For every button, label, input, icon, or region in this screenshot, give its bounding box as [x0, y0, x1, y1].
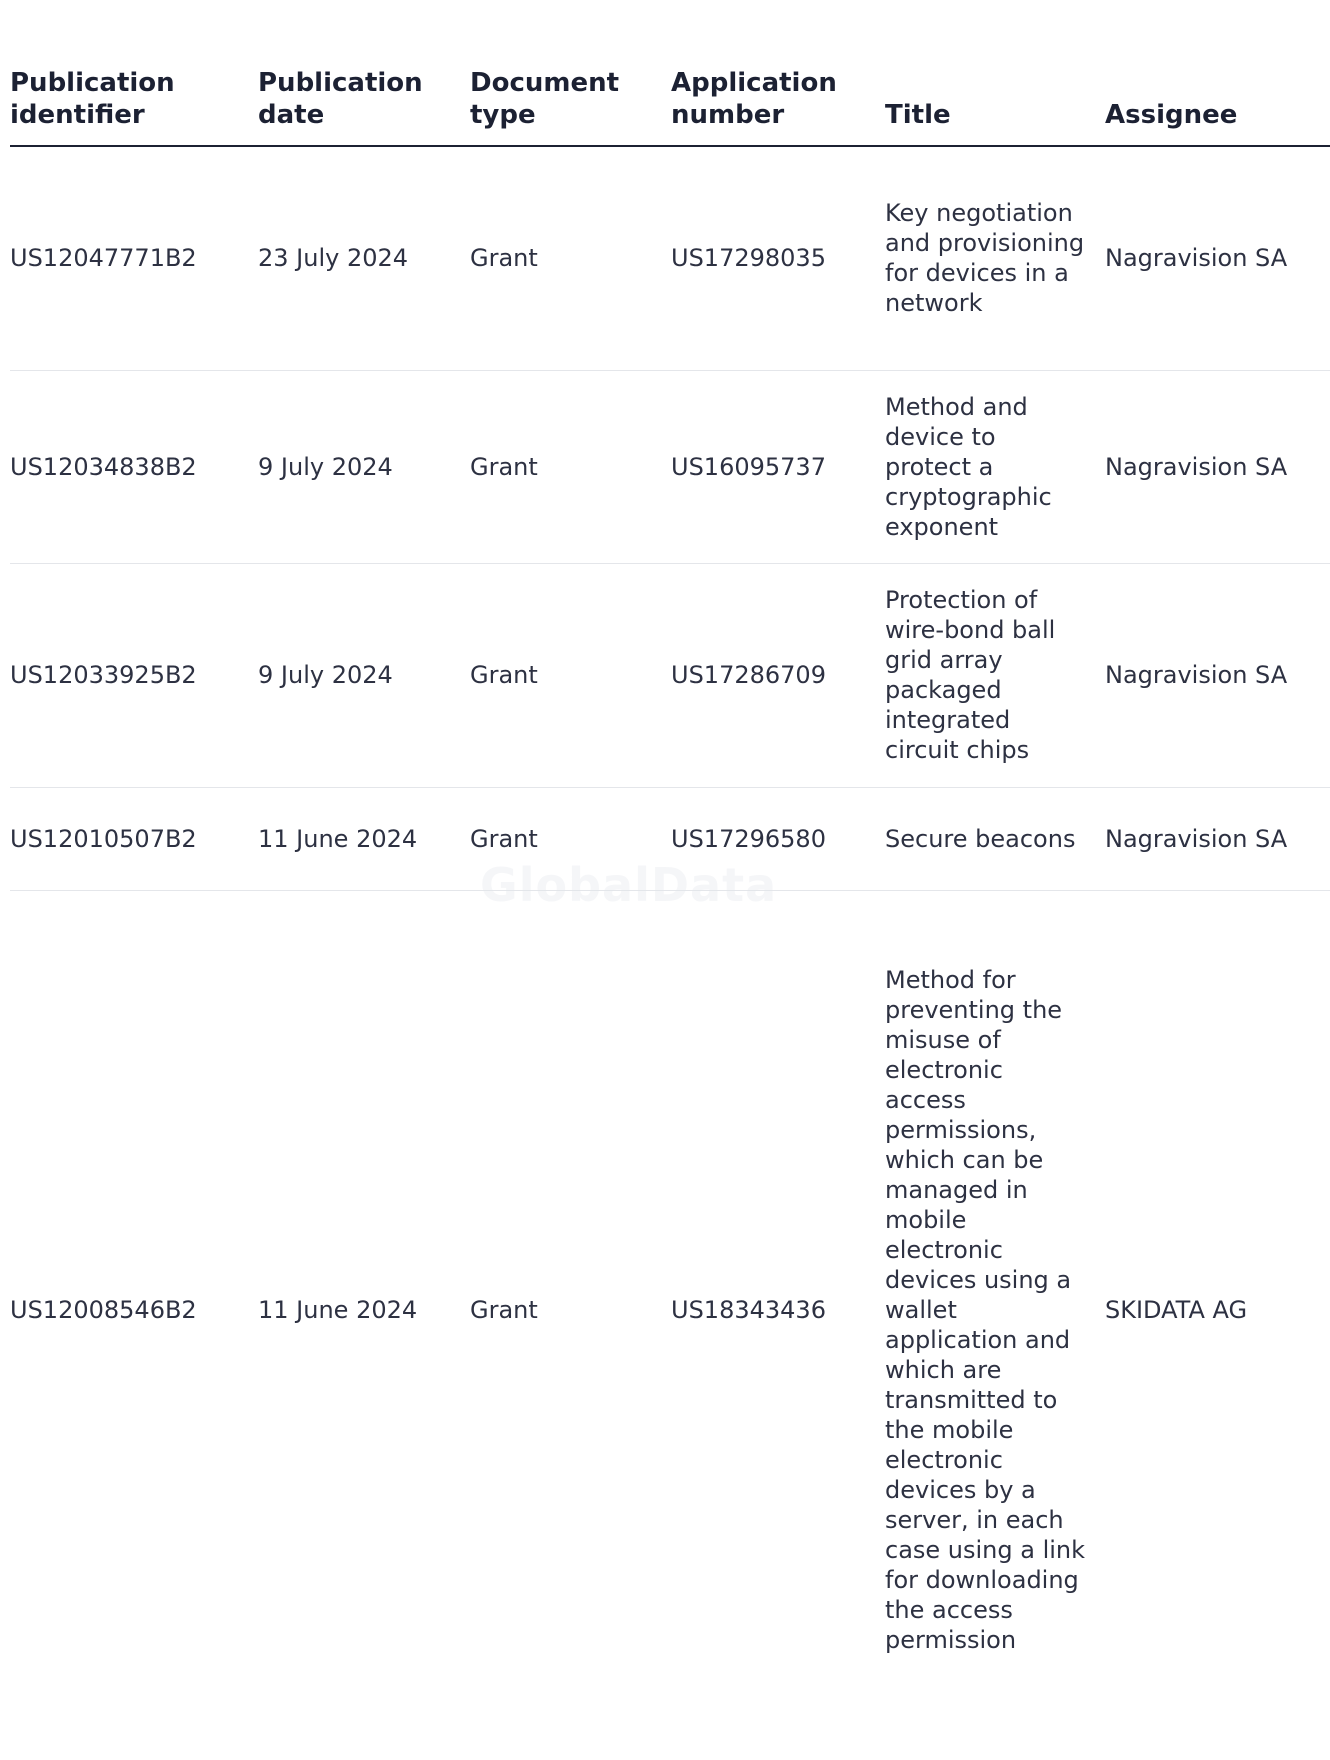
cell-publication-identifier: US12034838B2 — [10, 370, 258, 563]
table-body — [10, 146, 1330, 1730]
cell-assignee: Nagravision SA — [1105, 370, 1330, 563]
cell-publication-identifier: US12047771B2 — [10, 146, 258, 370]
cell-application-number: US17296580 — [671, 787, 885, 890]
header-document-type: Document type — [470, 0, 671, 146]
cell-application-number: US16095737 — [671, 370, 885, 563]
table-header — [10, 0, 1330, 146]
table-row — [10, 370, 1330, 563]
header-title: Title — [885, 0, 1105, 146]
cell-publication-identifier: US12010507B2 — [10, 787, 258, 890]
cell-title: Protection of wire-bond ball grid array packaged integrated circuit chips — [885, 563, 1105, 787]
table-row — [10, 146, 1330, 370]
cell-title: Secure beacons — [885, 787, 1105, 890]
cell-document-type: Grant — [470, 1296, 538, 1325]
cell-application-number: US18343436 — [671, 1296, 826, 1325]
header-publication-date: Publication date — [258, 0, 470, 146]
table-row — [10, 563, 1330, 787]
globaldata-watermark: GlobalData — [480, 858, 778, 912]
cell-publication-date: 9 July 2024 — [258, 563, 470, 787]
cell-document-type: Grant — [470, 370, 671, 563]
cell-publication-identifier: US12033925B2 — [10, 563, 258, 787]
cell-title: Method for preventing the misuse of electronic access permissions, which can be managed in mobile electronic devices using a wallet application and which are transmitted to the mobile electronic devices by a server, in each case using a link for downloading the access permission — [885, 966, 1086, 1655]
cell-publication-date: 11 June 2024 — [258, 787, 470, 890]
table-row — [10, 890, 1330, 1730]
cell-publication-identifier: US12008546B2 — [10, 1296, 197, 1325]
cell-document-type: Grant — [470, 146, 671, 370]
header-publication-identifier: Publication identifier — [10, 0, 258, 146]
table-row — [10, 787, 1330, 890]
cell-assignee: Nagravision SA — [1105, 146, 1330, 370]
header-assignee: Assignee — [1105, 0, 1330, 146]
header-application-number: Application number — [671, 0, 885, 146]
cell-document-type: Grant — [470, 563, 671, 787]
cell-assignee: Nagravision SA — [1105, 563, 1330, 787]
header-row — [10, 0, 1330, 146]
patent-publications-table — [10, 0, 1330, 1730]
cell-publication-date: 11 June 2024 — [258, 1296, 418, 1325]
cell-assignee: SKIDATA AG — [1105, 1296, 1248, 1325]
cell-application-number: US17298035 — [671, 146, 885, 370]
cell-title: Key negotiation and provisioning for devices in a network — [885, 146, 1105, 370]
cell-publication-date: 23 July 2024 — [258, 146, 470, 370]
cell-publication-date: 9 July 2024 — [258, 370, 470, 563]
cell-application-number: US17286709 — [671, 563, 885, 787]
patent-table-container — [10, 0, 1288, 1760]
cell-assignee: Nagravision SA — [1105, 787, 1330, 890]
cell-document-type: Grant — [470, 787, 671, 890]
cell-title: Method and device to protect a cryptographic exponent — [885, 370, 1105, 563]
